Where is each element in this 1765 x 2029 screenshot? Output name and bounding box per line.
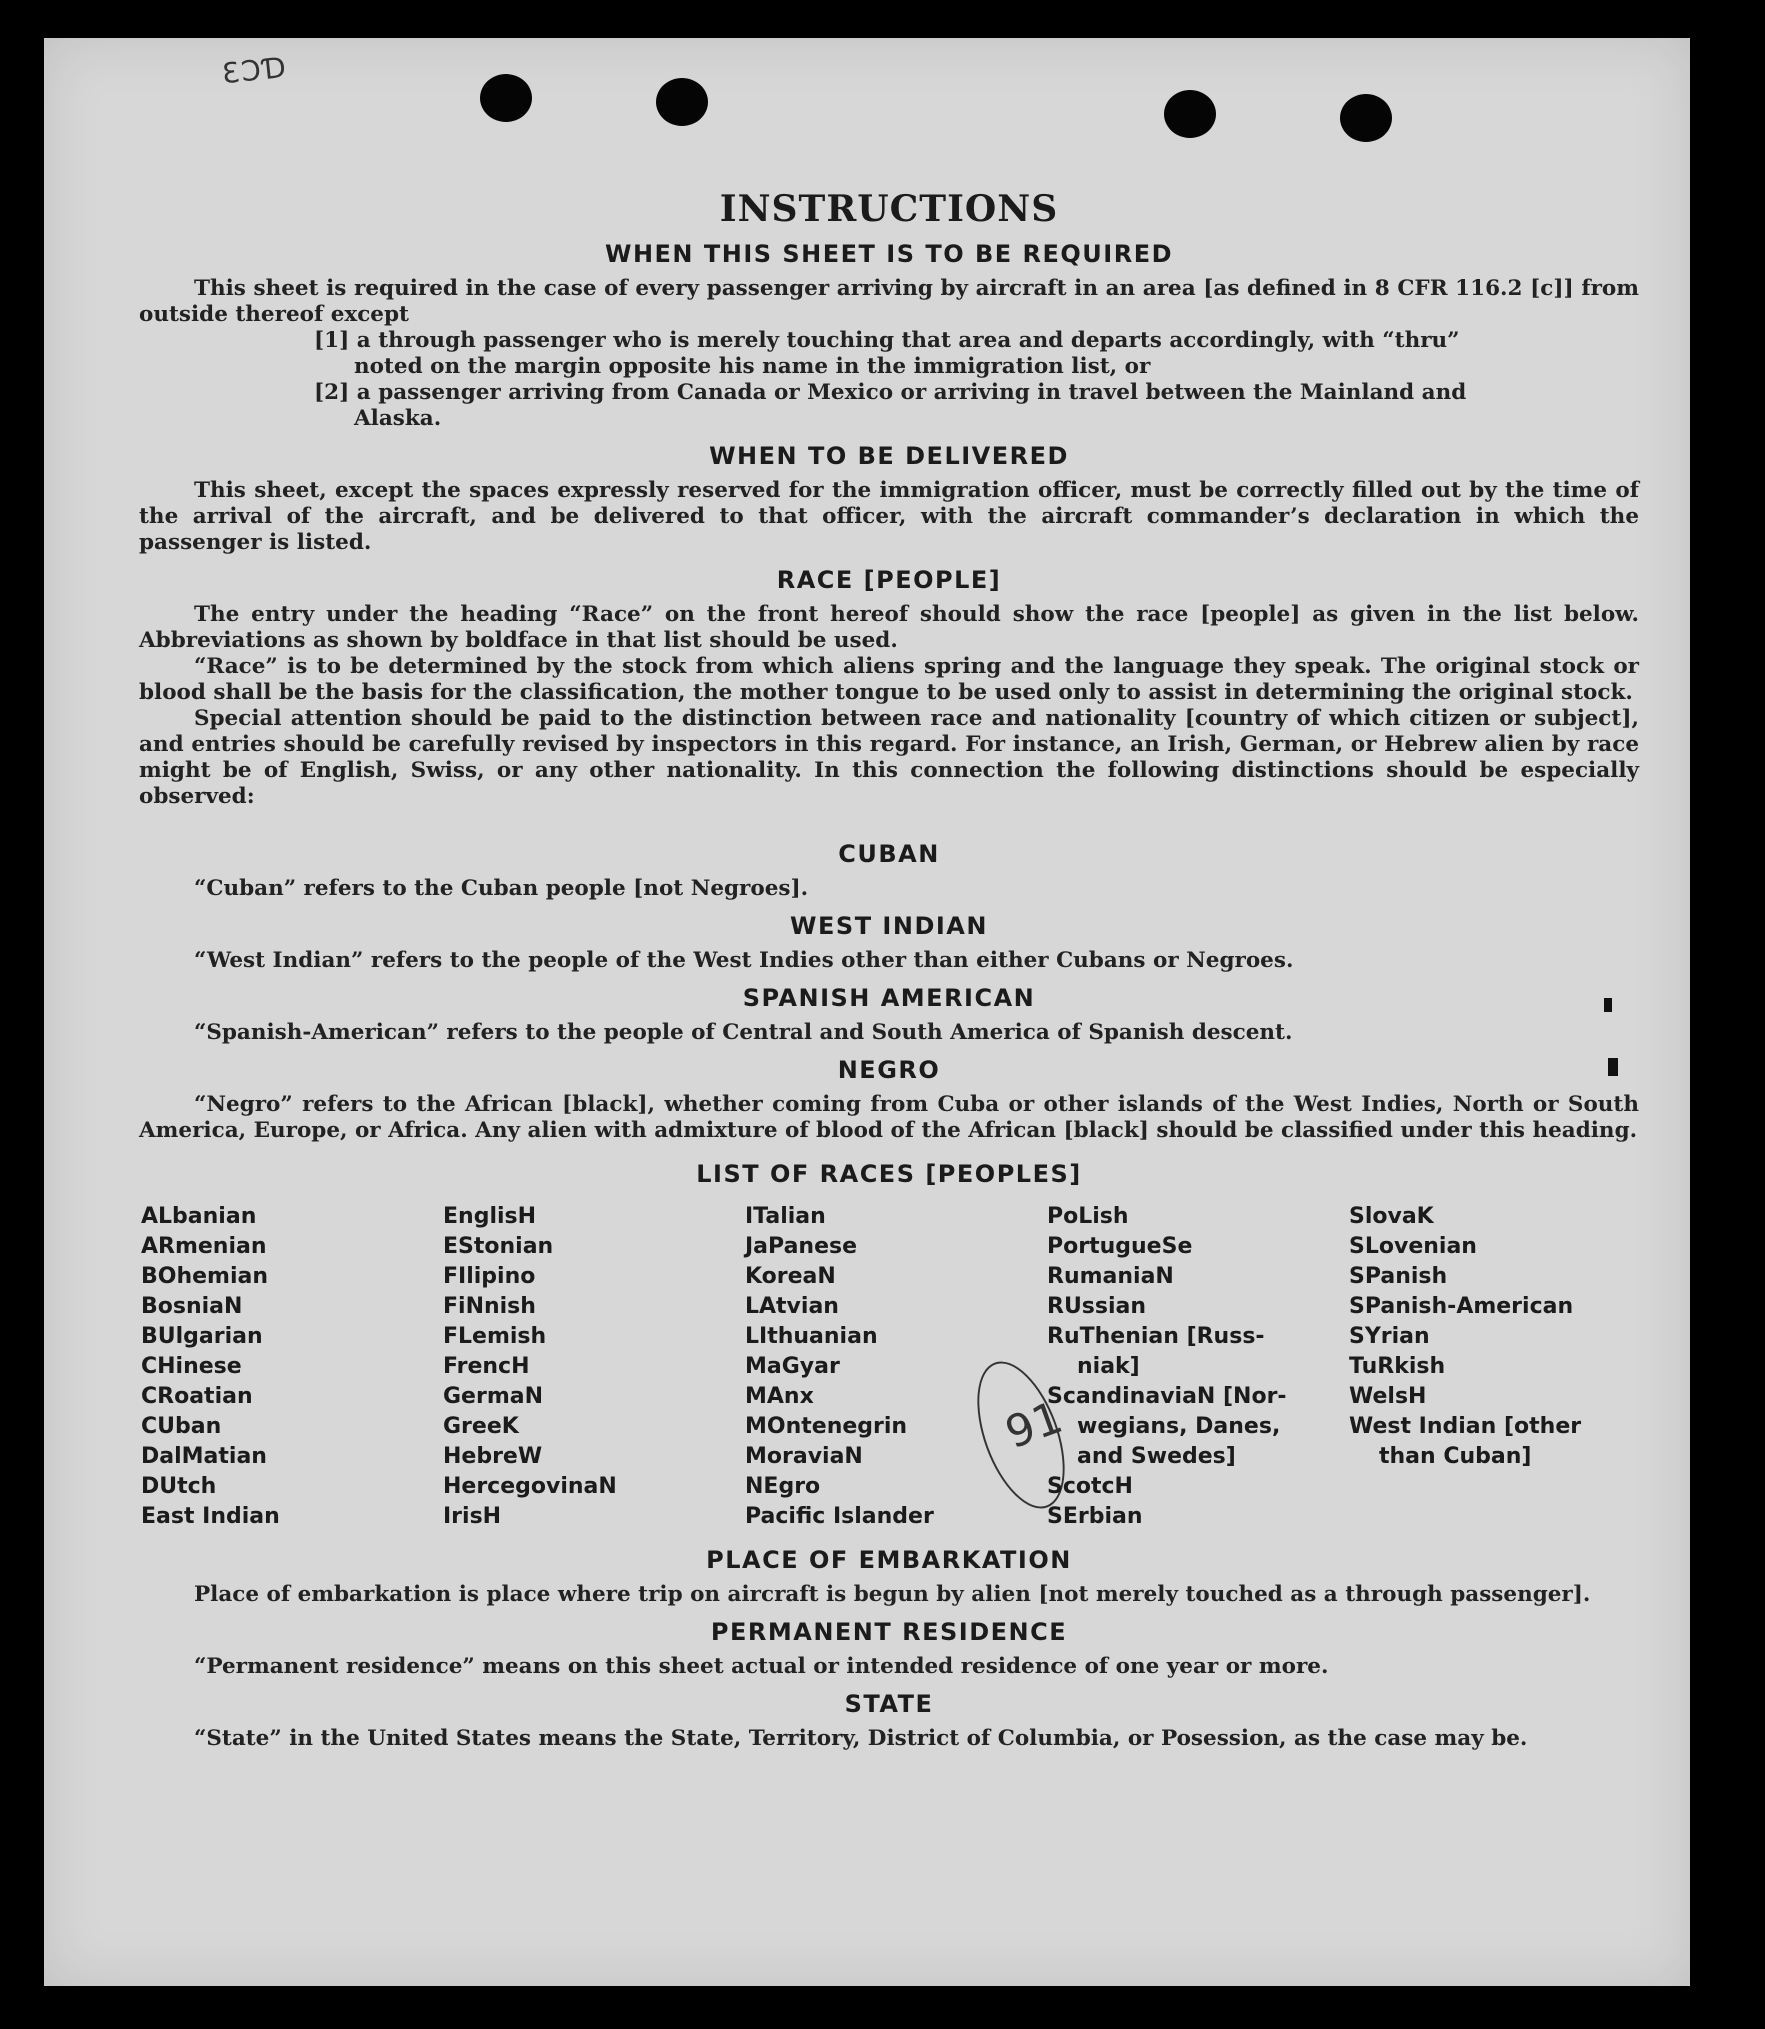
paragraph: Special attention should be paid to the distinction between race and nationality [country of which citizen or subject], and entries should be carefully revised by inspectors in this regard. For instance, an Irish, German, or Hebrew alien by race might be of English, Swiss, or any other nationality. In this connection the following distinctions should be especially observed: xyxy=(139,706,1639,809)
race-item: FLemish xyxy=(443,1324,547,1349)
race-item: WelsH xyxy=(1349,1384,1427,1409)
race-item: MaGyar xyxy=(745,1354,840,1379)
race-item: SlovaK xyxy=(1349,1204,1434,1229)
race-item: SErbian xyxy=(1047,1504,1143,1529)
section-heading: WHEN THIS SHEET IS TO BE REQUIRED xyxy=(604,240,1174,268)
race-item xyxy=(1047,1322,1337,1382)
race-item: PortugueSe xyxy=(1047,1234,1193,1259)
page-title: INSTRUCTIONS xyxy=(719,188,1059,230)
paragraph: “State” in the United States means the State, Territory, District of Columbia, or Posession, as the case may be. xyxy=(194,1726,1528,1751)
race-item: NEgro xyxy=(745,1474,821,1499)
paragraph: “Cuban” refers to the Cuban people [not Negroes]. xyxy=(194,876,809,901)
section-heading: LIST OF RACES [PEOPLES] xyxy=(696,1160,1082,1188)
race-line: wegians, Danes, xyxy=(1077,1414,1281,1439)
race-item: KoreaN xyxy=(745,1264,836,1289)
race-item: HebreW xyxy=(443,1444,543,1469)
race-item xyxy=(1349,1412,1639,1472)
race-item: FrencH xyxy=(443,1354,530,1379)
paragraph: “Permanent residence” means on this sheet actual or intended residence of one year or more. xyxy=(194,1654,1329,1679)
punch-hole xyxy=(1340,94,1392,142)
race-item: CUban xyxy=(141,1414,222,1439)
section-heading: WHEN TO BE DELIVERED xyxy=(709,442,1069,470)
race-line: West Indian [other xyxy=(1349,1414,1582,1439)
paragraph: “Spanish-American” refers to the people of Central and South America of Spanish descent. xyxy=(194,1020,1293,1045)
race-item: JaPanese xyxy=(745,1234,858,1259)
race-item: EStonian xyxy=(443,1234,554,1259)
section-heading: PERMANENT RESIDENCE xyxy=(710,1618,1068,1646)
race-item: BOhemian xyxy=(141,1264,269,1289)
race-item: ScotcH xyxy=(1047,1474,1133,1499)
race-item: RumaniaN xyxy=(1047,1264,1174,1289)
race-column xyxy=(1047,1202,1337,1532)
punch-hole xyxy=(480,74,532,122)
paragraph: This sheet, except the spaces expressly reserved for the immigration officer, must be correctly filled out by the time of the arrival of the aircraft, and be delivered to that officer, with the aircraft commander’s declaration in which the passenger is listed. xyxy=(139,478,1639,555)
race-item: HercegovinaN xyxy=(443,1474,617,1499)
list-item xyxy=(139,328,1639,380)
race-item: ITalian xyxy=(745,1204,826,1229)
race-column xyxy=(141,1202,431,1532)
section-heading: RACE [PEOPLE] xyxy=(776,566,1002,594)
race-item: SYrian xyxy=(1349,1324,1430,1349)
section-heading: CUBAN xyxy=(838,840,940,868)
handwritten-number: 91 xyxy=(998,1391,1070,1460)
race-item: MOntenegrin xyxy=(745,1414,908,1439)
race-item: SPanish xyxy=(1349,1264,1448,1289)
item-line: Alaska. xyxy=(354,406,442,431)
race-item: GreeK xyxy=(443,1414,519,1439)
race-item: GermaN xyxy=(443,1384,544,1409)
race-item: MAnx xyxy=(745,1384,814,1409)
instructions-content xyxy=(139,148,1639,1752)
punch-hole xyxy=(1164,90,1216,138)
race-item: MoraviaN xyxy=(745,1444,863,1469)
section-heading: STATE xyxy=(844,1690,934,1718)
item-line: [2] a passenger arriving from Canada or Mexico or arriving in travel between the Mainland and xyxy=(314,380,1467,405)
race-item: DUtch xyxy=(141,1474,217,1499)
race-item: FiNnish xyxy=(443,1294,536,1319)
race-item: CRoatian xyxy=(141,1384,253,1409)
race-item: East Indian xyxy=(141,1504,280,1529)
paragraph: This sheet is required in the case of every passenger arriving by aircraft in an area [as defined in 8 CFR 116.2 [c]] from outside thereof except xyxy=(139,276,1639,327)
race-item: DalMatian xyxy=(141,1444,267,1469)
punch-hole xyxy=(656,78,708,126)
race-line: and Swedes] xyxy=(1077,1444,1236,1469)
section-heading: WEST INDIAN xyxy=(790,912,988,940)
race-item: CHinese xyxy=(141,1354,242,1379)
item-line: noted on the margin opposite his name in the immigration list, or xyxy=(354,354,1151,379)
race-item: LIthuanian xyxy=(745,1324,878,1349)
item-line: [1] a through passenger who is merely touching that area and departs accordingly, with “thru” xyxy=(314,328,1460,353)
paragraph: “Race” is to be determined by the stock from which aliens spring and the language they speak. The original stock or blood shall be the basis for the classification, the mother tongue to be used only to assist in determining the original stock. xyxy=(139,654,1639,705)
race-item: RUssian xyxy=(1047,1294,1147,1319)
race-list xyxy=(139,1202,1639,1532)
paragraph: The entry under the heading “Race” on the front hereof should show the race [people] as given in the list below. Abbreviations as shown by boldface in that list should be used. xyxy=(139,602,1639,653)
section-heading: PLACE OF EMBARKATION xyxy=(706,1546,1072,1574)
race-item: LAtvian xyxy=(745,1294,839,1319)
race-item: ALbanian xyxy=(141,1204,257,1229)
race-item: SPanish-American xyxy=(1349,1294,1574,1319)
race-column xyxy=(1349,1202,1639,1532)
race-item: SLovenian xyxy=(1349,1234,1477,1259)
paragraph: “Negro” refers to the African [black], whether coming from Cuba or other islands of the West Indies, North or South America, Europe, or Africa. Any alien with admixture of blood of the African [black] should be classified under this heading. xyxy=(139,1092,1639,1143)
race-item: EnglisH xyxy=(443,1204,537,1229)
race-line: than Cuban] xyxy=(1379,1444,1532,1469)
race-item: IrisH xyxy=(443,1504,502,1529)
section-heading: NEGRO xyxy=(837,1056,941,1084)
race-column xyxy=(745,1202,1035,1532)
race-item: BosniaN xyxy=(141,1294,243,1319)
race-item: Pacific Islander xyxy=(745,1504,934,1529)
race-line: ScandinaviaN [Nor- xyxy=(1047,1384,1287,1409)
corner-scribble: ƐƆƊ xyxy=(220,50,290,91)
race-line: RuThenian [Russ- xyxy=(1047,1324,1265,1349)
race-item xyxy=(1047,1382,1337,1472)
race-line: niak] xyxy=(1077,1354,1140,1379)
race-item: PoLish xyxy=(1047,1204,1129,1229)
document-page xyxy=(44,38,1690,1986)
paragraph: “West Indian” refers to the people of the West Indies other than either Cubans or Negroes. xyxy=(194,948,1294,973)
race-item: ARmenian xyxy=(141,1234,267,1259)
section-heading: SPANISH AMERICAN xyxy=(742,984,1036,1012)
list-item xyxy=(139,380,1639,432)
race-item: TuRkish xyxy=(1349,1354,1446,1379)
race-item: BUlgarian xyxy=(141,1324,263,1349)
paragraph: Place of embarkation is place where trip on aircraft is begun by alien [not merely touched as a through passenger]. xyxy=(194,1582,1591,1607)
race-item: FIlipino xyxy=(443,1264,536,1289)
race-column xyxy=(443,1202,733,1532)
